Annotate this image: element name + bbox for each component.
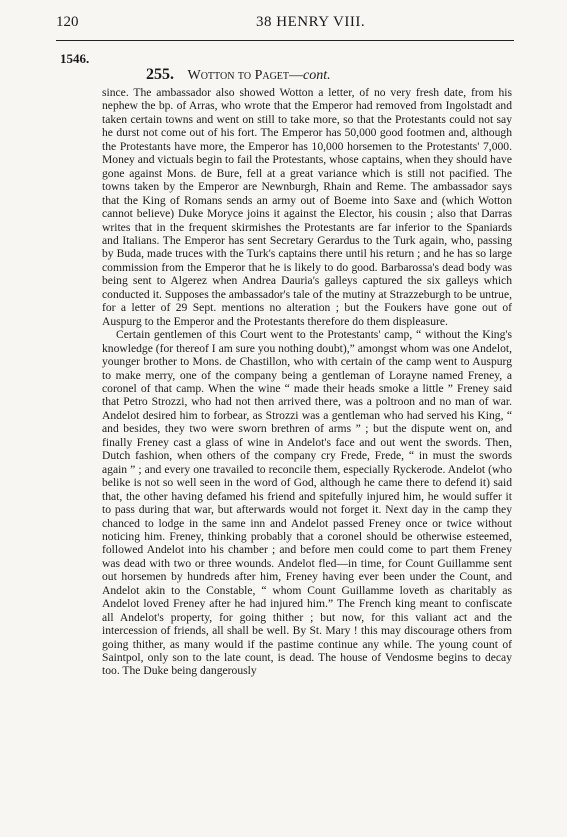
running-head <box>56 14 497 34</box>
header-rule <box>56 40 514 41</box>
body-text <box>102 86 512 678</box>
entry-heading <box>146 66 331 84</box>
paragraph: Certain gentlemen of this Court went to the Protestants' camp, “ without the King's knowledge (for thereof I am sure you nothing doubt),” amongst whom was one Andelot, younger brother to Mons. de Chastillon, who with certain of the camp went to Auspurg to make merry, one of the company being a gentleman of Lorayne named Freney, a coronel of that camp. When the wine “ made their heads smoke a little ” Freney said that Petro Strozzi, who had not then arrived there, was a poltroon and no man of war. Andelot desired him to forbear, as Strozzi was a gentleman who had served his King, “ and besides, they two were sworn brethren of arms ” ; but the dispute went on, and finally Freney cast a glass of wine in Andelot's face and out went the swords. Then, Dutch fashion, when others of the company cry Frede, Frede, “ in must the swords again ” ; and every one travailed to reconcile them, especially Ryckerode. Andelot (who belike is not so well seen in the word of God, although he came there to defend it) said that, the other having defamed his friend and spitefully injured him, he would suffer it to pass during that war, but afterwards would not forget it. Next day in the camp they chanced to lodge in the same inn and Andelot passed Freney once or twice without noticing him. Freney, thinking probably that a coronel should be otherwise esteemed, followed Andelot into his chamber ; and before men could come to part them Freney was dead with two or three wounds. Andelot fled—in time, for Count Guillamme sent out horsemen by hundreds after him, Freney having ever been under the Count, and Andelot akin to the Constable, “ whom Count Guillamme loveth as charitably as Andelot loved Freney after he had injured him.” The French king meant to confiscate all Andelot's property, for going thither ; but now, for this valiant act and the intercession of friends, all shall be well. By St. Mary ! this may discourage others from going thither, as many would if the pastime continue any while. The young count of Saintpol, only son to the late count, is dead. The house of Vendosme begins to decay too. The Duke being dangerously <box>102 328 512 678</box>
page-number: 120 <box>56 14 79 30</box>
entry-continued: cont. <box>303 68 331 83</box>
margin-year: 1546. <box>60 51 90 66</box>
running-title: 38 HENRY VIII. <box>256 14 366 30</box>
paragraph: since. The ambassador also showed Wotton a letter, of no very fresh date, from his nephew the bp. of Arras, who wrote that the Emperor had removed from Ingolstadt and taken certain towns and went on still to take more, so that the Protestants could not say he durst not come out of his fort. The Emperor has 50,000 good footmen and, although the Protestants have more, the Emperor has 10,000 horsemen to the Protestants' 7,000. Money and victuals begin to fail the Protestants, whose captains, when they should have gone against Mons. de Bure, fell at a great variance which is still not pacified. The towns taken by the Emperor are Newnburgh, Rhain and Reme. The ambassador says that the King of Romans sends an army out of Boeme into Saxe and (which Wotton cannot believe) Duke Moryce joins it against the Elector, his cousin ; also that Darras writes that in the frequent skirmishes the Protestants are far inferior to the Spaniards and Italians. The Emperor has sent Secretary Gerardus to the Turk again, who, passing by Buda, made truces with the Turk's captains there until his return ; and he has so large commission from the Emperor that he is likely to do good. Barbarossa's dead body was being sent to Algerez when Andrea Dauria's galleys captured the six galleys which conducted it. Supposes the ambassador's tale of the mutiny at Strazzeburgh to be untrue, for a letter of 29 Sept. mentions no alteration ; but the Foukers have gone out of Auspurg to the Emperor and the Protestants therefore do them displeasure. <box>102 86 512 328</box>
entry-dash: — <box>289 68 304 83</box>
entry-number: 255. <box>146 66 174 83</box>
entry-title: Wotton to Paget <box>187 68 290 83</box>
